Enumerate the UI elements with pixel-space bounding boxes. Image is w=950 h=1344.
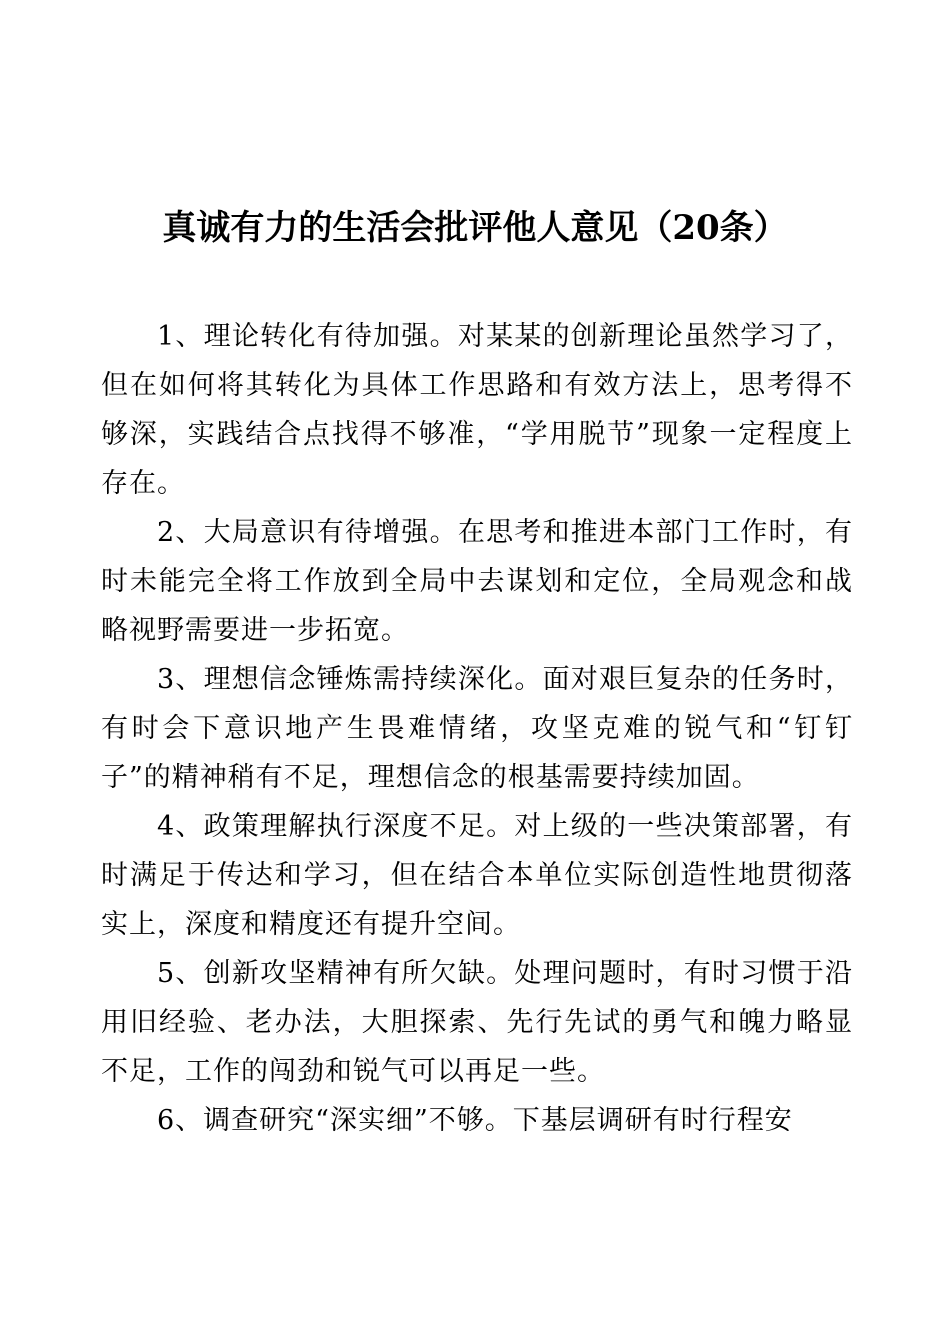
paragraph-item-4: 4、政策理解执行深度不足。对上级的一些决策部署，有时满足于传达和学习，但在结合本单位实际创造性地贯彻落实上，深度和精度还有提升空间。	[101, 811, 853, 940]
paragraph-item-6: 6、调查研究“深实细”不够。下基层调研有时行程安	[157, 1105, 793, 1136]
paragraph-item-5: 5、创新攻坚精神有所欠缺。处理问题时，有时习惯于沿用旧经验、老办法，大胆探索、先行先试的勇气和魄力略显不足，工作的闯劲和锐气可以再足一些。	[101, 958, 853, 1087]
paragraph-item-2: 2、大局意识有待增强。在思考和推进本部门工作时，有时未能完全将工作放到全局中去谋划和定位，全局观念和战略视野需要进一步拓宽。	[101, 517, 853, 646]
document-title: 真诚有力的生活会批评他人意见（20条）	[162, 208, 788, 248]
document-body	[101, 312, 853, 1145]
paragraph-item-3: 3、理想信念锤炼需持续深化。面对艰巨复杂的任务时，有时会下意识地产生畏难情绪，攻坚克难的锐气和“钉钉子”的精神稍有不足，理想信念的根基需要持续加固。	[101, 664, 853, 793]
paragraph-item-1: 1、理论转化有待加强。对某某的创新理论虽然学习了，但在如何将其转化为具体工作思路和有效方法上，思考得不够深，实践结合点找得不够准，“学用脱节”现象一定程度上存在。	[101, 321, 853, 499]
